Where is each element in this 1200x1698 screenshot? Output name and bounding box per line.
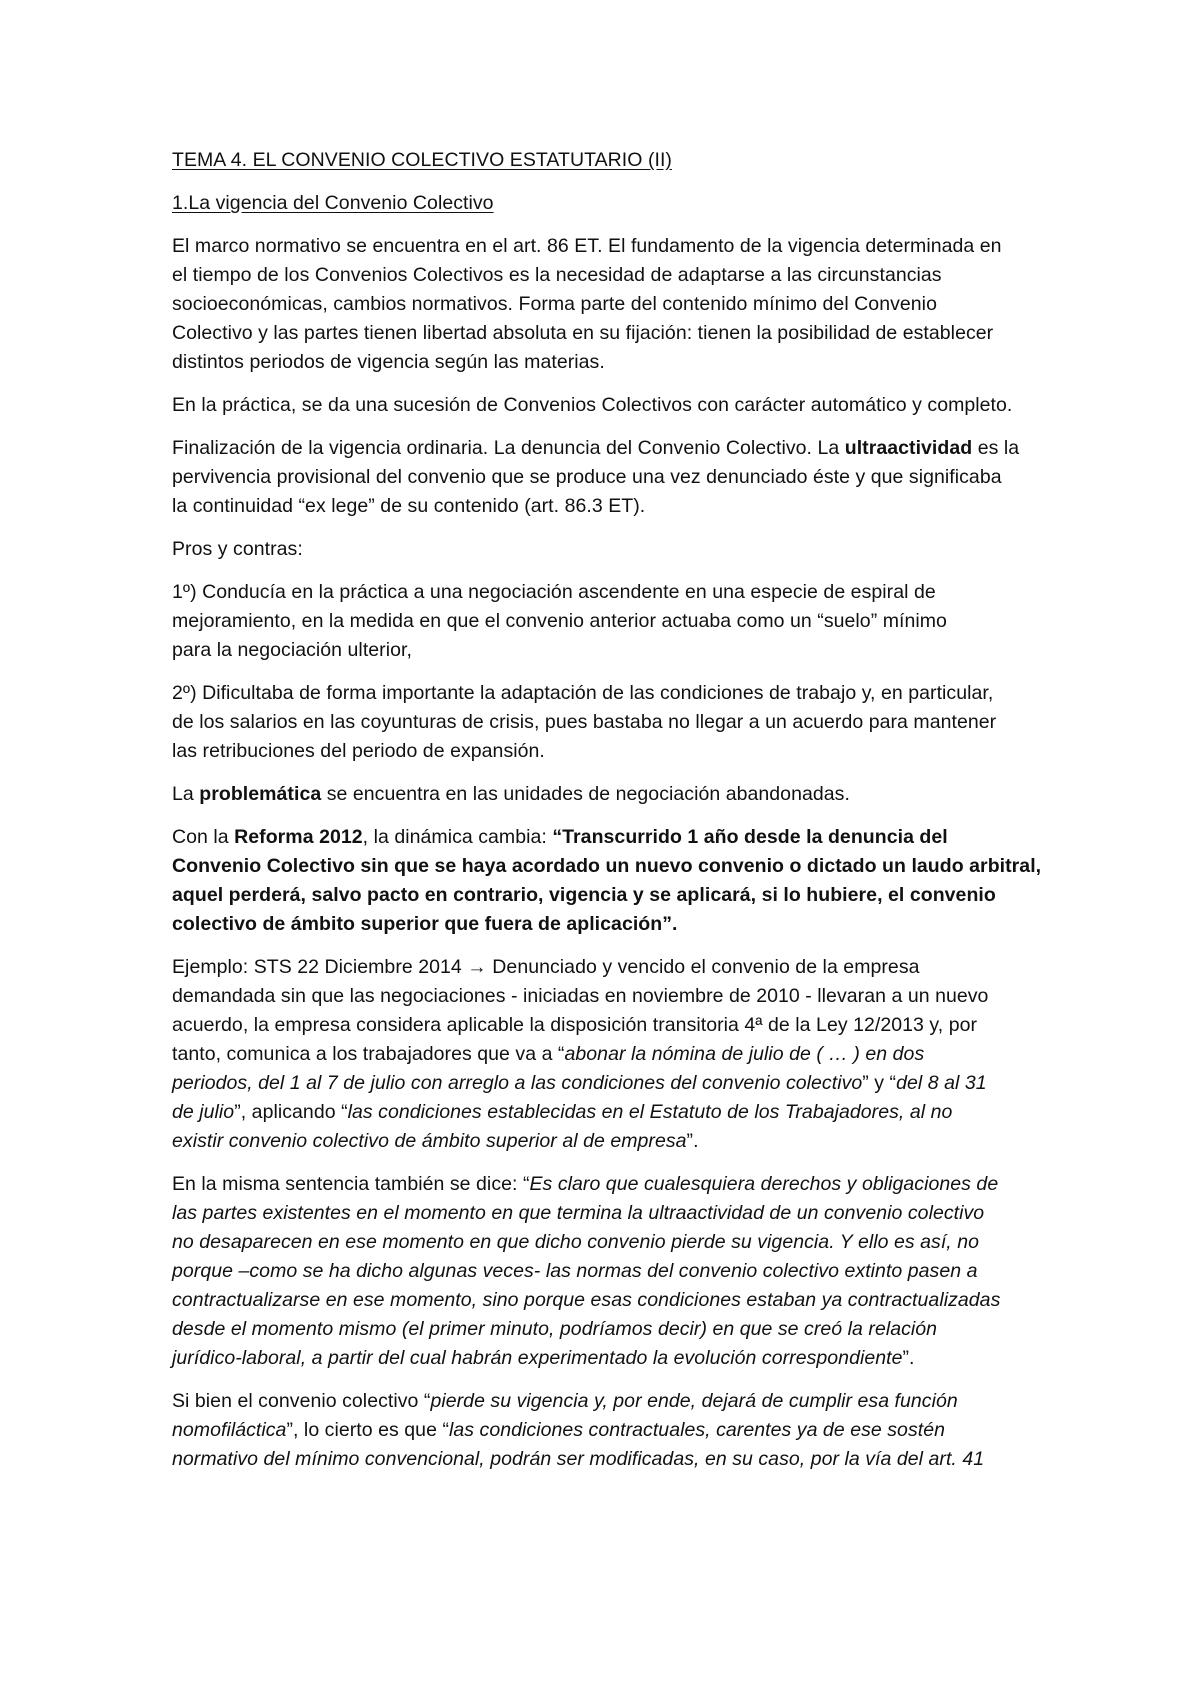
text-line <box>172 1069 1050 1098</box>
italic-quote: del 8 al 31 <box>896 1072 987 1094</box>
text-run: Si bien el convenio colectivo “ <box>172 1390 431 1412</box>
text-line: para la negociación ulterior, <box>172 639 412 661</box>
paragraph-ultraactividad <box>172 434 1050 521</box>
italic-quote: abonar la nómina de julio de ( … ) en dos <box>564 1043 925 1065</box>
text-line: acuerdo, la empresa considera aplicable la disposición transitoria 4ª de la Ley 12/2013 y, por <box>172 1014 978 1036</box>
paragraph-en-la-practica <box>172 391 1050 420</box>
text-line <box>172 1344 1050 1373</box>
italic-quote: periodos, del 1 al 7 de julio con arreglo a las condiciones del convenio colectivo <box>172 1072 863 1094</box>
text-line <box>172 1127 1050 1156</box>
text-run: se encuentra en las unidades de negociación abandonadas. <box>321 783 850 805</box>
italic-quote: las condiciones establecidas en el Estatuto de los Trabajadores, al no <box>347 1101 953 1123</box>
text-line: aquel perderá, salvo pacto en contrario, vigencia y se aplicará, si lo hubiere, el convenio <box>172 884 996 906</box>
paragraph-reforma-2012 <box>172 823 1050 939</box>
text-run: ”. <box>686 1130 699 1152</box>
text-line: Pros y contras: <box>172 538 303 560</box>
text-line <box>172 1098 1050 1127</box>
text-line <box>172 780 1050 809</box>
text-line: las retribuciones del periodo de expansión. <box>172 740 545 762</box>
text-line <box>172 823 1050 852</box>
text-line: contractualizarse en ese momento, sino porque esas condiciones estaban ya contractualizadas <box>172 1289 1001 1311</box>
paragraph-misma-sentencia <box>172 1170 1050 1373</box>
bold-quote: “Transcurrido 1 año desde la denuncia del <box>552 826 948 848</box>
text-line: colectivo de ámbito superior que fuera de aplicación”. <box>172 913 678 935</box>
text-line: la continuidad “ex lege” de su contenido (art. 86.3 ET). <box>172 495 646 517</box>
text-line: las partes existentes en el momento en que termina la ultraactividad de un convenio colectivo <box>172 1202 985 1224</box>
paragraph-problematica <box>172 780 1050 809</box>
text-line: desde el momento mismo (el primer minuto, podríamos decir) en que se creó la relación <box>172 1318 938 1340</box>
text-line: Colectivo y las partes tienen libertad absoluta en su fijación: tienen la posibilidad de establecer <box>172 322 994 344</box>
text-line: socioeconómicas, cambios normativos. Forma parte del contenido mínimo del Convenio <box>172 293 937 315</box>
text-run: En la misma sentencia también se dice: “ <box>172 1173 530 1195</box>
paragraph-si-bien <box>172 1387 1050 1474</box>
text-line <box>172 1170 1050 1199</box>
text-run: Finalización de la vigencia ordinaria. La denuncia del Convenio Colectivo. La <box>172 437 845 459</box>
text-line: mejoramiento, en la medida en que el convenio anterior actuaba como un “suelo” mínimo <box>172 610 947 632</box>
paragraph-ejemplo-sts <box>172 953 1050 1156</box>
paragraph-pro-1 <box>172 578 1050 665</box>
section-heading: 1.La vigencia del Convenio Colectivo <box>172 192 494 214</box>
text-line: El marco normativo se encuentra en el art. 86 ET. El fundamento de la vigencia determinada en <box>172 235 1002 257</box>
italic-quote: Es claro que cualesquiera derechos y obligaciones de <box>529 1173 999 1195</box>
text-line: demandada sin que las negociaciones - iniciadas en noviembre de 2010 - llevaran a un nuevo <box>172 985 989 1007</box>
text-run: ”, aplicando “ <box>234 1101 348 1123</box>
text-line <box>172 1040 1050 1069</box>
text-line: 1º) Conducía en la práctica a una negociación ascendente en una especie de espiral de <box>172 581 936 603</box>
text-run: Con la <box>172 826 235 848</box>
text-line: 2º) Dificultaba de forma importante la adaptación de las condiciones de trabajo y, en particular, <box>172 682 994 704</box>
bold-term: ultraactividad <box>844 437 973 459</box>
page-title: TEMA 4. EL CONVENIO COLECTIVO ESTATUTARIO (II) <box>172 149 672 171</box>
text-run: ”, lo cierto es que “ <box>286 1419 449 1441</box>
italic-quote: pierde su vigencia y, por ende, dejará de cumplir esa función <box>430 1390 958 1412</box>
italic-quote: nomofiláctica <box>172 1419 287 1441</box>
text-line: normativo del mínimo convencional, podrán ser modificadas, en su caso, por la vía del art. 41 <box>172 1448 985 1470</box>
italic-quote: jurídico-laboral, a partir del cual habrán experimentado la evolución correspondiente <box>172 1347 903 1369</box>
bold-term: problemática <box>199 783 322 805</box>
text-line: distintos periodos de vigencia según las materias. <box>172 351 605 373</box>
text-line: Ejemplo: STS 22 Diciembre 2014 → Denunciado y vencido el convenio de la empresa <box>172 956 920 978</box>
text-line <box>172 1416 1050 1445</box>
text-line: de los salarios en las coyunturas de crisis, pues bastaba no llegar a un acuerdo para mantener <box>172 711 997 733</box>
text-line: el tiempo de los Convenios Colectivos es la necesidad de adaptarse a las circunstancias <box>172 264 942 286</box>
text-run: , la dinámica cambia: <box>362 826 553 848</box>
text-run: tanto, comunica a los trabajadores que va a “ <box>172 1043 565 1065</box>
italic-quote: de julio <box>172 1101 235 1123</box>
text-line <box>172 434 1050 463</box>
text-line: porque –como se ha dicho algunas veces- las normas del convenio colectivo extinto pasen a <box>172 1260 978 1282</box>
text-run: ” y “ <box>862 1072 897 1094</box>
italic-quote: existir convenio colectivo de ámbito superior al de empresa <box>172 1130 687 1152</box>
text-line <box>172 1387 1050 1416</box>
text-line: pervivencia provisional del convenio que se produce una vez denunciado éste y que significaba <box>172 466 1002 488</box>
bold-term: Reforma 2012 <box>234 826 363 848</box>
text-line: no desaparecen en ese momento en que dicho convenio pierde su vigencia. Y ello es así, no <box>172 1231 980 1253</box>
text-run: ”. <box>902 1347 915 1369</box>
text-line: En la práctica, se da una sucesión de Convenios Colectivos con carácter automático y completo. <box>172 394 1013 416</box>
text-run: es la <box>972 437 1020 459</box>
text-line: Convenio Colectivo sin que se haya acordado un nuevo convenio o dictado un laudo arbitral, <box>172 855 1042 877</box>
paragraph-marco-normativo <box>172 232 1050 377</box>
paragraph-pros-contras <box>172 535 1050 564</box>
italic-quote: las condiciones contractuales, carentes ya de ese sostén <box>449 1419 946 1441</box>
paragraph-contra-2 <box>172 679 1050 766</box>
text-run: La <box>172 783 200 805</box>
